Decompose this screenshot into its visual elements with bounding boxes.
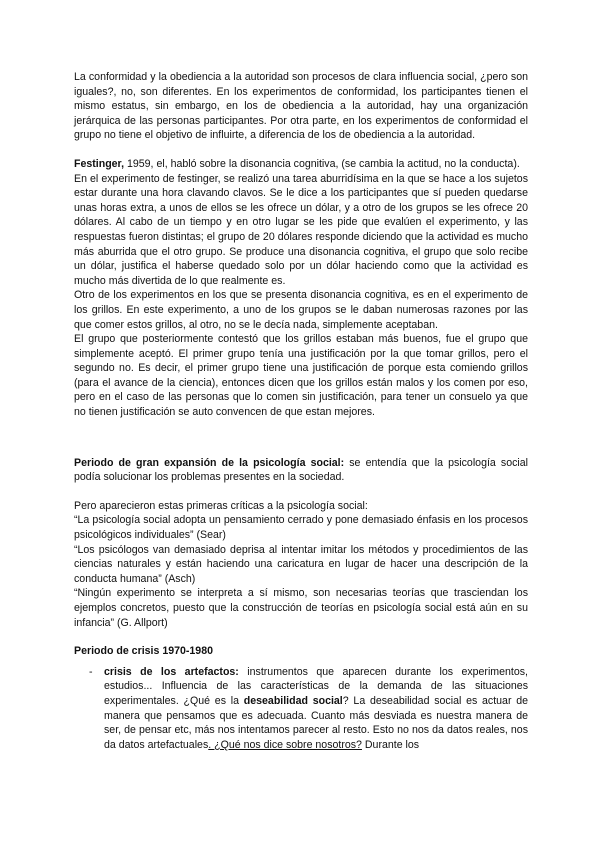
paragraph-conformity: La conformidad y la obediencia a la autoridad son procesos de clara influencia social, ¿pero son iguales?, no, son diferentes. En los experimentos de conformidad, los participantes tienen el mismo estatus, sin embargo, en los de obediencia a la autoridad, hay una organización jerárquica de las personas participantes. Por otra parte, en los experimentos de conformidad el grupo no tiene el objetivo de influirte, a diferencia de los de obediencia a la autoridad.: [74, 71, 528, 142]
crisis-underlined: . ¿Qué nos dice sobre nosotros?: [208, 738, 362, 751]
paragraph-festinger-intro: [74, 157, 528, 172]
bullet-dash: -: [89, 665, 93, 678]
crisis-heading: Periodo de crisis 1970-1980: [74, 645, 213, 658]
festinger-name: Festinger,: [74, 157, 125, 170]
spacer: [74, 420, 528, 456]
expansion-title: Periodo de gran expansión de la psicología social:: [74, 456, 345, 469]
list-item: [74, 665, 528, 753]
spacer: [74, 485, 528, 499]
quote-sear: “La psicología social adopta un pensamiento cerrado y pone demasiado énfasis en los procesos psicológicos individuales” (Sear): [74, 514, 528, 542]
crisis-text-c: Durante los: [361, 738, 420, 751]
festinger-intro-text: 1959, el, habló sobre la disonancia cognitiva, (se cambia la actitud, no la conducta).: [124, 157, 520, 170]
crisis-list: [74, 665, 528, 753]
crisis-text-b: ? La deseabilidad social es actuar de manera que pensamos que es adecuada. Cuanto más desviada es nuestra manera de ser, de pensar etc, más nos intentamos parecer al resto. Esto no nos da datos reales, nos da datos artefactuales: [104, 694, 529, 751]
critics-intro: Pero aparecieron estas primeras críticas a la psicología social:: [74, 499, 368, 512]
quote-asch: “Los psicólogos van demasiado deprisa al intentar imitar los métodos y procedimientos de las ciencias naturales y están haciendo una caricatura en lugar de hacer una descripción de la conducta humana” (Asch): [74, 543, 528, 585]
paragraph-crickets-experiment: Otro de los experimentos en los que se presenta disonancia cognitiva, es en el experimento de los grillos. En este experimento, a uno de los grupos se le daban numerosas razones por las que comer estos grillos, al otro, no se le decía nada, simplemente aceptaban.: [74, 289, 528, 331]
document-page: [74, 70, 528, 752]
paragraph-festinger-experiment: En el experimento de festinger, se realizó una tarea aburridísima en la que se hace a los sujetos estar durante una hora clavando clavos. Se le dice a los participantes que sí pueden quedarse unas horas extra, a unos de ellos se les ofrece un dólar, y a otro de los grupos se les ofrece 20 dólares. Al cabo de un tiempo y en otro lugar se les pide que evalúen el experimento, y las respuestas fueron distintas; el grupo de 20 dólares responde diciendo que la actividad es mucho más aburrida que el otro grupo. Se produce una disonancia cognitiva, el grupo que solo recibe un dólar, justifica el haberse quedado solo por un dólar haciendo como que la actividad es mucho más divertida de lo que realmente es.: [74, 172, 528, 287]
crisis-term: crisis de los artefactos:: [104, 665, 239, 678]
paragraph-expansion: [74, 456, 528, 485]
expansion-text: se entendía que la psicología social podía solucionar los problemas presentes en la sociedad.: [74, 456, 528, 484]
crisis-text-a: instrumentos que aparecen durante los experimentos, estudios... Influencia de las características de la demanda de las situaciones experimentales. ¿Qué es la: [104, 665, 528, 707]
quote-allport: “Ningún experimento se interpreta a sí mismo, son necesarias teorías que trasciendan los ejemplos concretos, puesto que la construcción de teorías en psicología social está aún en su infancia” (G. Allport): [74, 587, 528, 629]
paragraph-crickets-result: El grupo que posteriormente contestó que los grillos estaban más buenos, fue el grupo que simplemente aceptó. El primer grupo tenía una justificación por la que tomar grillos, pero el segundo no. Es decir, el primer grupo tiene una justificación de porque esta comiendo grillos (para el avance de la ciencia), entonces dicen que los grillos están malos y los comen por eso, pero en el caso de las personas que lo comen sin justificación, para tener un consuelo ya que no tienen justificación se auto convencen de que estan mejores.: [74, 333, 528, 419]
crisis-term-deseabilidad: deseabilidad social: [243, 694, 343, 707]
spacer: [74, 630, 528, 644]
spacer: [74, 143, 528, 157]
